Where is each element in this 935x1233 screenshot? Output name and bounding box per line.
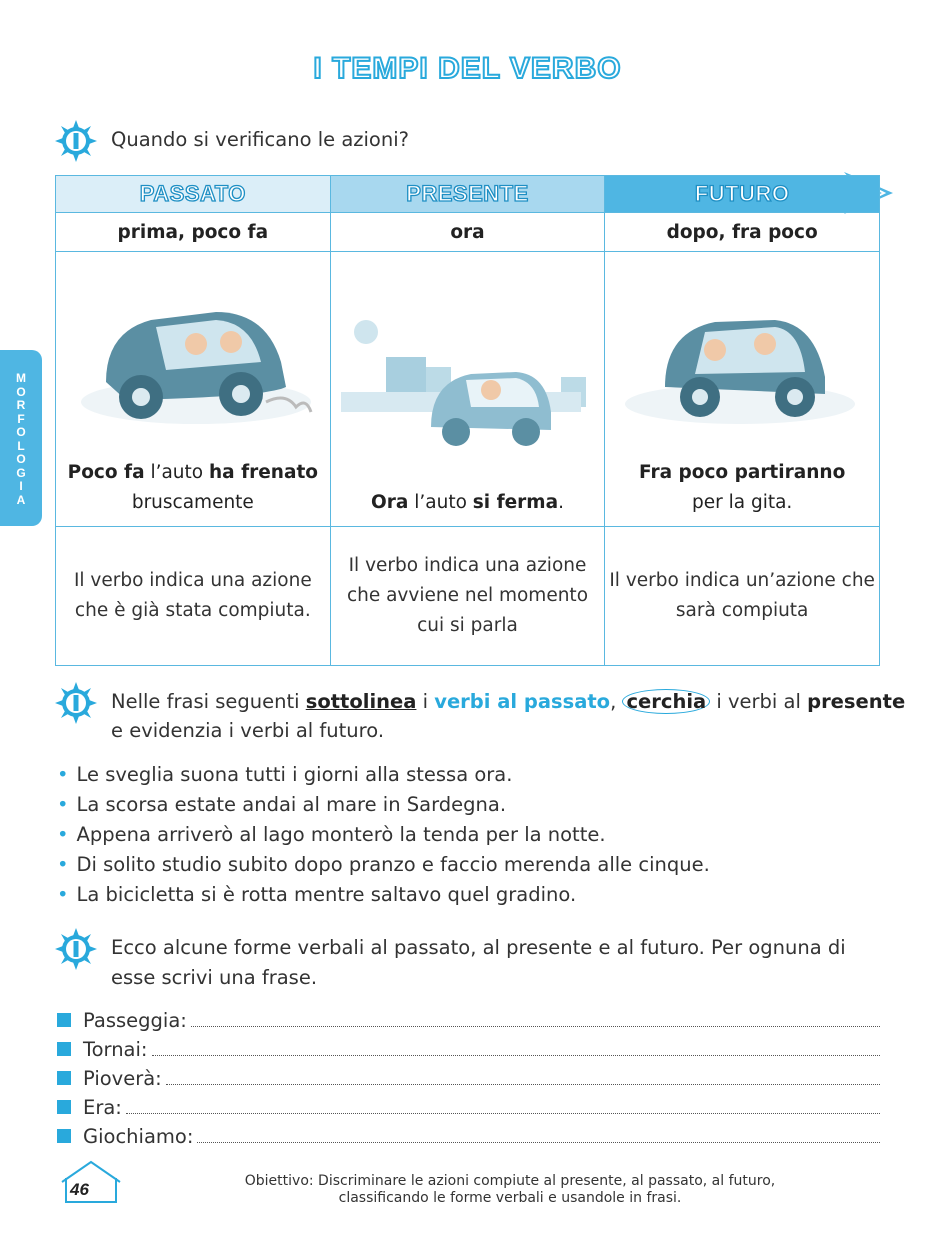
definition-passato: Il verbo indica una azione che è già stata compiuta. xyxy=(56,527,331,666)
illustration-cell-presente: Ora l’auto si ferma. xyxy=(330,252,605,527)
sun-badge-icon xyxy=(54,119,98,163)
caption-futuro-line2: per la gita. xyxy=(691,492,793,513)
stopping-car-illustration xyxy=(341,282,596,452)
illustration-cell-futuro xyxy=(605,252,880,527)
exercise2-prompt: Nelle frasi seguenti sottolinea i verbi al passato, cerchia i verbi al presente xyxy=(111,690,906,713)
house-icon xyxy=(58,1158,124,1206)
list-item: • La bicicletta si è rotta mentre saltavo quel gradino. xyxy=(57,883,577,906)
list-item: • Di solito studio subito dopo pranzo e faccio merenda alle cinque. xyxy=(57,853,710,876)
tempi-table xyxy=(55,175,880,666)
answer-line[interactable]: Era: xyxy=(57,1095,880,1124)
list-item: • La scorsa estate andai al mare in Sardegna. xyxy=(57,793,507,816)
page-title: I TEMPI DEL VERBO xyxy=(313,52,622,85)
square-bullet-icon xyxy=(57,1013,71,1027)
caption-futuro-line1: Fra poco partiranno xyxy=(639,462,846,483)
list-item: • Le sveglia suona tutti i giorni alla stessa ora. xyxy=(57,763,513,786)
illustration-cell-passato: Poco fa l’auto ha frenato bruscamente xyxy=(56,252,331,527)
header-presente: PRESENTE xyxy=(330,176,605,213)
exercise3-prompt-line1: Ecco alcune forme verbali al passato, al presente e al futuro. Per ognuna di xyxy=(111,936,846,959)
list-item: • Appena arriverò al lago monterò la tenda per la notte. xyxy=(57,823,606,846)
header-futuro: FUTURO xyxy=(605,176,880,213)
exercise2-prompt-line2: e evidenzia i verbi al futuro. xyxy=(111,719,385,742)
definition-presente: Il verbo indica una azione che avviene nel momento cui si parla xyxy=(330,527,605,666)
answer-line[interactable]: Tornai: xyxy=(57,1037,880,1066)
sun-badge-icon xyxy=(54,927,98,971)
square-bullet-icon xyxy=(57,1071,71,1085)
header-passato: PASSATO xyxy=(56,176,331,213)
answer-line[interactable]: Passeggia: xyxy=(57,1008,880,1037)
exercise1-prompt: Quando si verificano le azioni? xyxy=(111,128,409,151)
departing-car-illustration xyxy=(615,282,870,452)
keyword-presente: ora xyxy=(330,213,605,252)
braking-car-illustration xyxy=(66,282,321,452)
caption-passato-line2: bruscamente xyxy=(131,492,254,513)
side-tab-label: M O R F O L O G I A xyxy=(16,371,26,507)
answer-line[interactable]: Pioverà: xyxy=(57,1066,880,1095)
answer-line[interactable]: Giochiamo: xyxy=(57,1124,880,1153)
keyword-passato: prima, poco fa xyxy=(56,213,331,252)
exercise3-prompt-line2: esse scrivi una frase. xyxy=(111,966,318,989)
footer-objective: Obiettivo: Discriminare le azioni compiute al presente, al passato, al futuro, classificando le forme verbali e usandole in frasi. xyxy=(244,1173,776,1206)
page-number: 46 xyxy=(70,1180,89,1199)
keyword-futuro: dopo, fra poco xyxy=(605,213,880,252)
sun-badge-icon xyxy=(54,681,98,725)
square-bullet-icon xyxy=(57,1129,71,1143)
side-tab xyxy=(0,350,42,526)
square-bullet-icon xyxy=(57,1100,71,1114)
definition-futuro: Il verbo indica un’azione che sarà compiuta xyxy=(605,527,880,666)
square-bullet-icon xyxy=(57,1042,71,1056)
